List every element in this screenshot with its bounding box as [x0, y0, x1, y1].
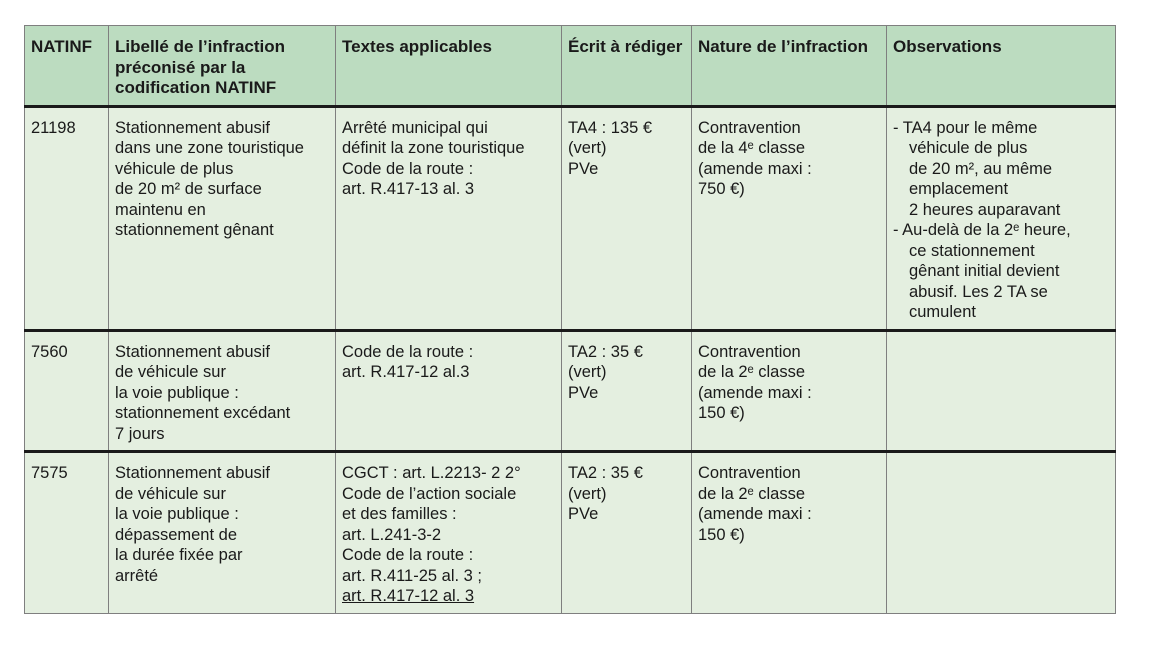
text-line: stationnement excédant	[115, 404, 291, 422]
text-line: de la 2ᵉ classe	[698, 363, 806, 381]
text-line: de la 4ᵉ classe	[698, 139, 806, 157]
text-line: dans une zone touristique	[115, 139, 304, 157]
infractions-table	[24, 25, 1116, 614]
text-line: 7 jours	[115, 424, 165, 443]
text-line: de véhicule sur	[115, 363, 226, 381]
libelle-cell	[109, 106, 336, 330]
table-row	[25, 452, 1116, 614]
text-line: Code de la route :	[342, 159, 474, 178]
text-line: cumulent	[909, 303, 976, 321]
textes-cell	[336, 452, 562, 614]
text-line: (vert)	[568, 363, 607, 381]
observations-cell	[887, 452, 1116, 614]
text-line: PVe	[568, 383, 599, 402]
ecrit-cell	[562, 452, 692, 614]
header-natinf: NATINF	[25, 26, 109, 107]
text-line: définit la zone touristique	[342, 139, 525, 157]
text-line: (amende maxi :	[698, 505, 812, 523]
text-line: Contravention	[698, 118, 801, 137]
text-line: Arrêté municipal qui	[342, 118, 488, 137]
observations-cell	[887, 330, 1116, 452]
header-row	[25, 26, 1116, 107]
text-line: abusif. Les 2 TA se	[909, 282, 1048, 301]
text-line: 150 €)	[698, 525, 745, 544]
text-line: art. R.417-12 al.3	[342, 363, 470, 381]
natinf-cell: 7575	[25, 452, 109, 614]
text-line: Code de l’action sociale	[342, 484, 517, 503]
ecrit-cell	[562, 330, 692, 452]
text-line: CGCT : art. L.2213- 2 2°	[342, 464, 521, 482]
textes-cell	[336, 330, 562, 452]
text-line: de 20 m², au même	[909, 159, 1053, 178]
text-line: art. R.417-12 al. 3	[342, 587, 475, 605]
text-line: Stationnement abusif	[115, 464, 271, 482]
text-line: stationnement gênant	[115, 221, 274, 239]
header-libelle: Libellé de l’infraction préconisé par la codification NATINF	[109, 26, 336, 107]
text-line: - TA4 pour le même	[893, 118, 1038, 137]
libelle-cell	[109, 330, 336, 452]
text-line: véhicule de plus	[909, 139, 1028, 157]
nature-cell	[692, 452, 887, 614]
ecrit-cell	[562, 106, 692, 330]
text-line: la voie publique :	[115, 383, 239, 402]
text-line: 2 heures auparavant	[909, 200, 1061, 219]
text-line: TA2 : 35 €	[568, 342, 643, 361]
text-line: (vert)	[568, 484, 607, 503]
text-line: Code de la route :	[342, 342, 474, 361]
text-line: maintenu en	[115, 200, 206, 219]
observations-cell	[887, 106, 1116, 330]
nature-cell	[692, 330, 887, 452]
text-line: Stationnement abusif	[115, 342, 271, 361]
text-line: (amende maxi :	[698, 383, 812, 402]
text-line: emplacement	[909, 180, 1009, 198]
table-row	[25, 106, 1116, 330]
header-observations: Observations	[887, 26, 1116, 107]
text-line: art. L.241-3-2	[342, 525, 442, 544]
text-line: la voie publique :	[115, 505, 239, 523]
text-line: la durée fixée par	[115, 546, 243, 564]
text-line: et des familles :	[342, 505, 457, 523]
text-line: Contravention	[698, 464, 801, 482]
text-line: véhicule de plus	[115, 159, 234, 178]
header-ecrit: Écrit à rédiger	[562, 26, 692, 107]
table-row	[25, 330, 1116, 452]
text-line: dépassement de	[115, 525, 238, 544]
text-line: (vert)	[568, 139, 607, 157]
nature-cell	[692, 106, 887, 330]
text-line: TA4 : 135 €	[568, 118, 653, 137]
text-line: gênant initial devient	[909, 262, 1060, 280]
text-line: Contravention	[698, 342, 801, 361]
text-line: PVe	[568, 159, 599, 178]
text-line: Code de la route :	[342, 546, 474, 564]
text-line: de véhicule sur	[115, 484, 226, 503]
text-line: ce stationnement	[909, 241, 1035, 260]
natinf-cell: 7560	[25, 330, 109, 452]
text-line: 150 €)	[698, 404, 745, 422]
textes-cell	[336, 106, 562, 330]
text-line: - Au-delà de la 2ᵉ heure,	[893, 221, 1071, 239]
text-line: arrêté	[115, 566, 159, 585]
text-line: (amende maxi :	[698, 159, 812, 178]
natinf-cell: 21198	[25, 106, 109, 330]
header-nature: Nature de l’infraction	[692, 26, 887, 107]
text-line: PVe	[568, 505, 599, 523]
libelle-cell	[109, 452, 336, 614]
text-line: art. R.411-25 al. 3 ;	[342, 566, 483, 585]
text-line: de 20 m² de surface	[115, 180, 262, 198]
text-line: de la 2ᵉ classe	[698, 484, 806, 503]
header-textes: Textes applicables	[336, 26, 562, 107]
text-line: art. R.417-13 al. 3	[342, 180, 475, 198]
text-line: 750 €)	[698, 180, 745, 198]
text-line: TA2 : 35 €	[568, 464, 643, 482]
text-line: Stationnement abusif	[115, 118, 271, 137]
